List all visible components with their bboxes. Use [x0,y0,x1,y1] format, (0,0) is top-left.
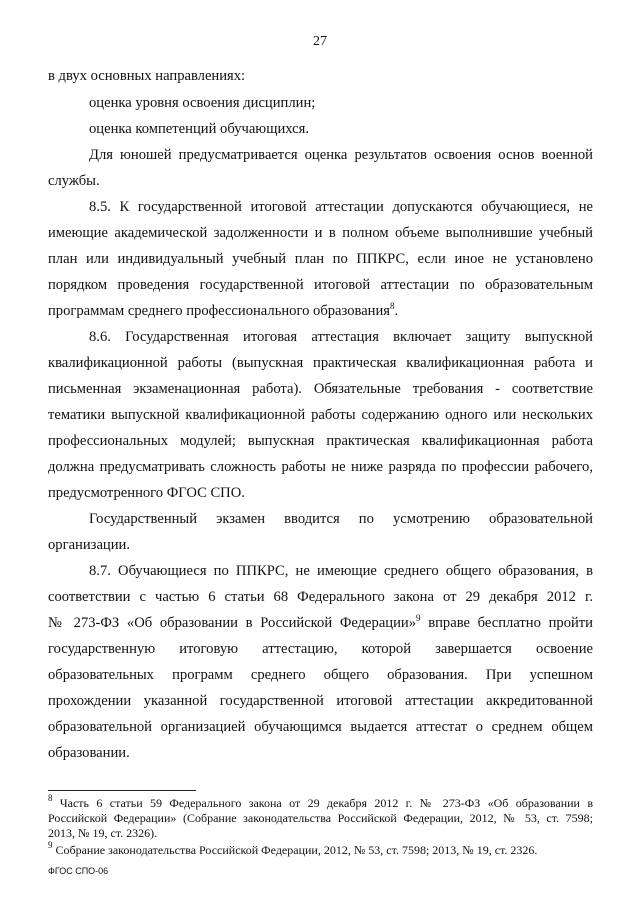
paragraph-8-5-line: программам среднего профессионального образования$^8$. [48,301,399,319]
paragraph-8-6-line: 8.6. Государственная итоговая аттестация включает защиту выпускной [89,329,593,345]
paragraph-8-7-line: образовательной организацией обучающимся выдается аттестат о среднем общем [48,719,593,735]
paragraph-8-7-line: прохождении указанной государственной итоговой аттестации аккредитованной [48,693,593,709]
paragraph-8-7-line: соответствии с частью 6 статьи 68 Федерального закона от 29 декабря 2012 г. [48,589,593,605]
text-line: Для юношей предусматривается оценка результатов освоения основ военной [89,147,593,163]
paragraph-8-6-line: письменная экзаменационная работа). Обязательные требования - соответствие [48,381,593,397]
paragraph-8-7-line: 8.7. Обучающиеся по ППКРС, не имеющие среднего общего образования, в [89,563,593,579]
paragraph-exam-line: организации. [48,537,130,553]
paragraph-8-6-line: предусмотренного ФГОС СПО. [48,485,245,501]
paragraph-8-5-line: порядком проведения государственной итоговой аттестации по образовательным [48,277,593,293]
text-line: в двух основных направлениях: [48,68,246,84]
footnote-separator [48,790,196,791]
paragraph-8-7-line: государственную итоговую аттестацию, которой завершается освоение [48,641,593,657]
footnote-8-line: 2013, № 19, ст. 2326). [48,826,158,840]
text-line: службы. [48,173,100,189]
footnote-8: $^8$ Часть 6 статьи 59 Федерального закона от 29 декабря 2012 г. № 273-ФЗ «Об образовании в [48,793,593,810]
list-item-competencies: оценка компетенций обучающихся. [89,121,309,137]
paragraph-exam-line: Государственный экзамен вводится по усмотрению образовательной [89,511,593,527]
paragraph-8-6-line: квалификационной работы (выпускная практическая квалификационная работа и [48,355,593,371]
paragraph-8-6-line: тематики выпускной квалификационной работы содержанию одного или нескольких [48,407,593,423]
paragraph-8-7-line: образовании. [48,745,130,761]
paragraph-8-7-line: образовательных программ среднего общего образования. При успешном [48,667,593,683]
paragraph-8-6-line: должна предусматривать сложность работы не ниже разряда по профессии рабочего, [48,459,593,475]
document-code: ФГОС СПО-06 [48,866,109,876]
footnote-ref-9: 9 [416,613,421,623]
list-item-disciplines: оценка уровня освоения дисциплин; [89,95,316,111]
paragraph-8-5-line: имеющие академической задолженности и в полном объеме выполнившие учебный [48,225,593,241]
paragraph-8-6-line: профессиональных модулей; выпускная практическая квалификационная работа [48,433,593,449]
footnote-9: $^9$ Собрание законодательства Российской Федерации, 2012, № 53, ст. 7598; 2013, № 19, ст. 2326. [48,840,538,857]
paragraph-8-5-line: 8.5. К государственной итоговой аттестации допускаются обучающиеся, не [89,199,593,215]
paragraph-8-5-line: план или индивидуальный учебный план по ППКРС, если иное не установлено [48,251,593,267]
footnote-8-line: Российской Федерации» (Собрание законодательства Российской Федерации, 2012, № 53, ст. 7598; [48,811,593,825]
footnote-ref-8: 8 [390,301,395,311]
paragraph-8-7-line: № 273-ФЗ «Об образовании в Российской Федерации»$^9$ вправе бесплатно пройти [48,613,593,631]
page-number: 27 [313,34,327,49]
